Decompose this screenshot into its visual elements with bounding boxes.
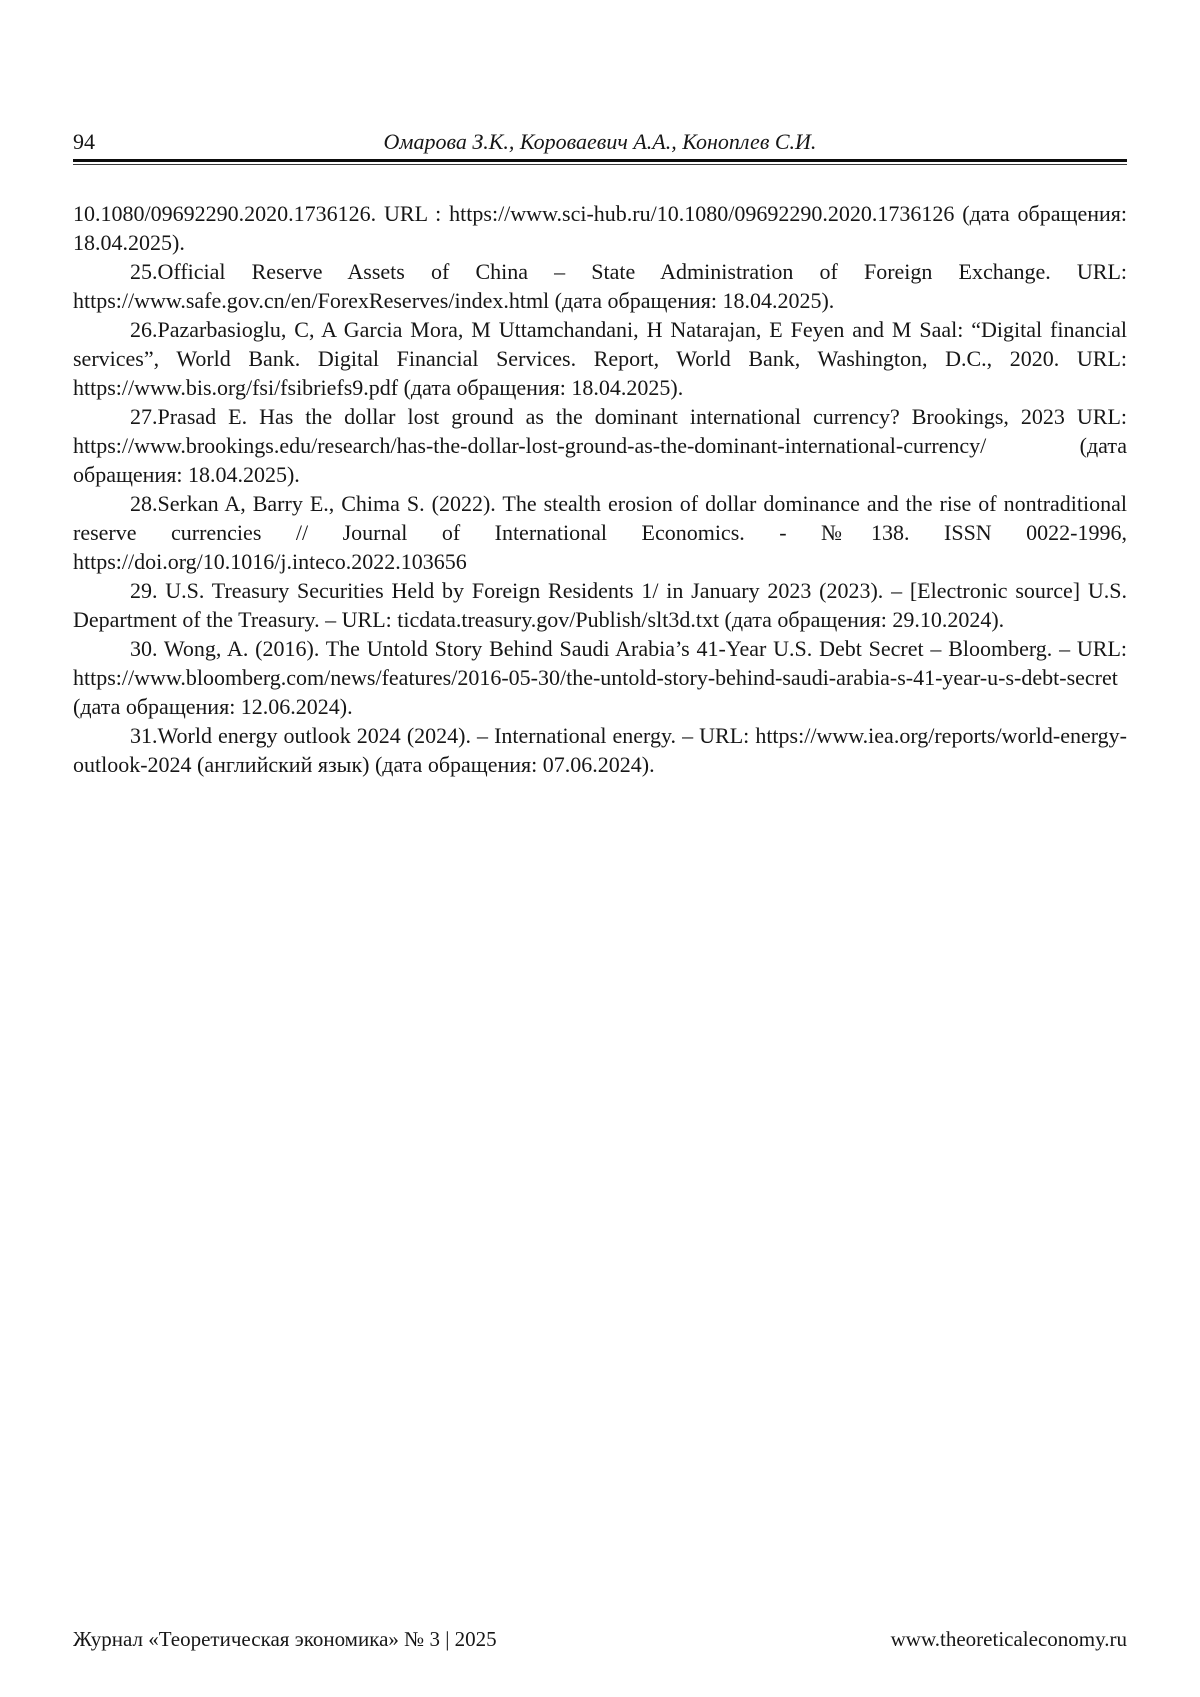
reference-31: 31.World energy outlook 2024 (2024). – International energy. – URL: https://www.iea.org/reports/world-energy-outlook-2024 (английский язык) (дата обращения: 07.06.2024). <box>73 723 1127 777</box>
page-number: 94 <box>73 129 95 154</box>
running-head-authors: Омарова З.К., Короваевич А.А., Коноплев С.И. <box>383 129 817 154</box>
references-list <box>73 199 1127 779</box>
reference-28: 28.Serkan A, Barry E., Chima S. (2022). The stealth erosion of dollar dominance and the rise of nontraditional reserve currencies // Journal of International Economics. - №138. ISSN 0022-1996, https://doi.org/10.1016/j.inteco.2022.103656 <box>73 491 1127 574</box>
reference-29: 29. U.S. Treasury Securities Held by Foreign Residents 1/ in January 2023 (2023). – [Electronic source] U.S. Department of the Treasury. – URL: ticdata.treasury.gov/Publish/slt3d.txt (дата обращения: 29.10.2024). <box>73 578 1127 632</box>
header-rule <box>73 159 1127 165</box>
page-footer <box>73 1626 1127 1652</box>
reference-30: 30. Wong, A. (2016). The Untold Story Behind Saudi Arabia’s 41-Year U.S. Debt Secret – Bloomberg. – URL: https://www.bloomberg.com/news/features/2016-05-30/the-untold-story-behind-saudi-arabia-s-41-year-u-s-debt-secret (дата обращения: 12.06.2024). <box>73 636 1127 719</box>
reference-25: 25.Official Reserve Assets of China – State Administration of Foreign Exchange. URL: https://www.safe.gov.cn/en/ForexReserves/index.html (дата обращения: 18.04.2025). <box>73 259 1127 313</box>
running-header <box>73 127 1127 157</box>
footer-journal-info: Журнал «Теоретическая экономика» № 3 | 2025 <box>73 1627 497 1651</box>
footer-website: www.theoreticaleconomy.ru <box>890 1627 1127 1651</box>
reference-27: 27.Prasad E. Has the dollar lost ground as the dominant international currency? Brookings, 2023 URL: https://www.brookings.edu/research/has-the-dollar-lost-ground-as-the-dominant-international-currency/ (дата обращения: 18.04.2025). <box>73 404 1127 487</box>
reference-24-continuation: 10.1080/09692290.2020.1736126. URL : https://www.sci-hub.ru/10.1080/09692290.2020.1736126 (дата обращения: 18.04.2025). <box>73 201 1127 255</box>
reference-26: 26.Pazarbasioglu, C, A Garcia Mora, M Uttamchandani, H Natarajan, E Feyen and M Saal: “Digital financial services”, World Bank. Digital Financial Services. Report, World Bank, Washington, D.C., 2020. URL: https://www.bis.org/fsi/fsibriefs9.pdf (дата обращения: 18.04.2025). <box>73 317 1127 400</box>
